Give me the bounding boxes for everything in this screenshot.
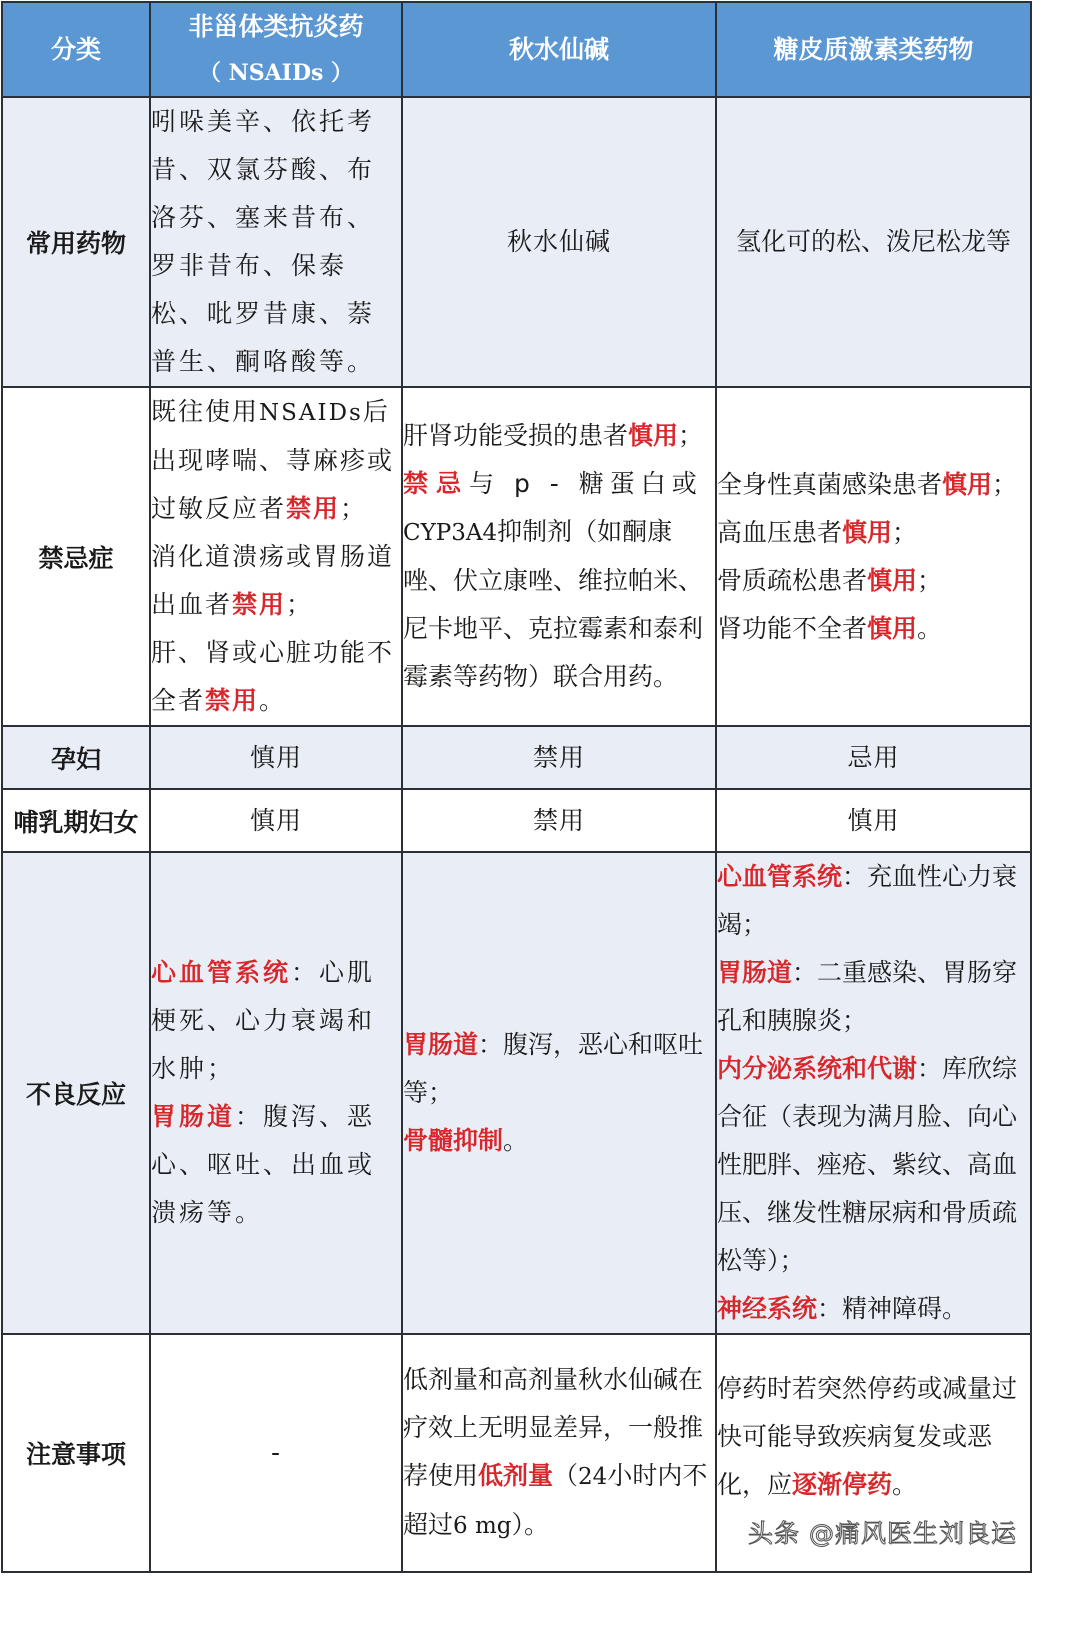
cell-adverse-nsaids	[150, 852, 402, 1334]
text: ：心肌梗死、心力衰竭和水肿；	[151, 958, 376, 1083]
header-colchicine	[402, 2, 716, 97]
text: 肝、肾或心脏功能不全者	[151, 638, 395, 715]
highlight-prohibited: 禁用	[232, 590, 287, 619]
header-category	[2, 2, 150, 97]
header-row	[2, 2, 1031, 97]
row-label-precautions: 注意事项	[2, 1334, 150, 1572]
header-nsaids-sub: （ NSAIDs ）	[198, 59, 354, 86]
text: ；	[340, 494, 368, 523]
text: ：库欣综合征（表现为满月脸、向心性肥胖、痤疮、紫纹、高血压、继发性糖尿病和骨质疏松等）；	[717, 1054, 1018, 1275]
cell-common-drugs-colchicine: 秋水仙碱	[402, 97, 716, 387]
text: ：精神障碍。	[817, 1294, 968, 1323]
highlight-system: 内分泌系统和代谢	[717, 1054, 918, 1083]
cell-contraindications-nsaids	[150, 387, 402, 726]
header-category-label: 分类	[50, 34, 101, 64]
highlight-low-dose: 低剂量	[478, 1461, 554, 1490]
text: 。	[892, 1470, 918, 1499]
highlight-system: 骨髓抑制	[403, 1126, 504, 1155]
text: ；	[678, 421, 704, 450]
highlight-system: 胃肠道	[151, 1102, 236, 1131]
cell-adverse-colchicine	[402, 852, 716, 1334]
highlight-caution: 慎用	[867, 613, 918, 643]
text: 。	[503, 1126, 529, 1155]
cell-pregnant-colchicine: 禁用	[402, 726, 716, 789]
row-lactating	[2, 789, 1031, 852]
text: 与 p - 糖蛋白或	[469, 469, 703, 498]
text: 全身性真菌感染患者	[717, 469, 943, 499]
cell-pregnant-glucocorticoid: 忌用	[716, 726, 1031, 789]
text: ：腹泻、恶心、呕吐、出血或溃疡等。	[151, 1102, 376, 1227]
highlight-caution: 慎用	[942, 469, 993, 499]
highlight-caution: 慎用	[867, 565, 918, 595]
highlight-prohibited: 禁用	[205, 686, 260, 715]
text: 小时内不超过	[403, 1461, 708, 1539]
text: ；	[892, 517, 918, 547]
text: ；	[992, 469, 1018, 499]
row-label-pregnant: 孕妇	[2, 726, 150, 789]
cell-common-drugs-nsaids: 吲哚美辛、依托考昔、双氯芬酸、布洛芬、塞来昔布、罗非昔布、保泰松、吡罗昔康、萘普生、酮咯酸等。	[150, 97, 402, 387]
cell-lactating-nsaids: 慎用	[150, 789, 402, 852]
text: 低剂量和高剂量秋水仙碱在疗效上无明显差异，一般推荐使用	[403, 1365, 704, 1490]
highlight-taper: 逐渐停药	[792, 1470, 893, 1499]
row-contraindications	[2, 387, 1031, 726]
text: 后出现哮喘、荨麻疹或过敏反应者	[151, 397, 395, 523]
cell-contraindications-glucocorticoid	[716, 387, 1031, 726]
highlight-prohibited: 禁用	[286, 494, 341, 523]
header-colchicine-label: 秋水仙碱	[508, 34, 609, 64]
highlight-system: 胃肠道	[717, 958, 793, 987]
text: ；	[917, 565, 943, 595]
row-adverse-reactions	[2, 852, 1031, 1334]
text: ）。	[511, 1510, 550, 1539]
header-glucocorticoid-label: 糖皮质激素类药物	[773, 34, 974, 64]
highlight-contraindicated: 禁忌	[403, 469, 470, 498]
row-label-lactating: 哺乳期妇女	[2, 789, 150, 852]
text-serif: CYP3A4	[403, 520, 498, 546]
text: ：充血性心力衰竭；	[717, 862, 1018, 939]
text: 肾功能不全者	[717, 613, 868, 643]
text: 肝肾功能受损的患者	[403, 421, 629, 450]
text: 既往使用	[151, 397, 260, 426]
highlight-caution: 慎用	[628, 421, 679, 450]
text: 消化道溃疡或胃肠道出血者	[151, 542, 395, 619]
cell-pregnant-nsaids: 慎用	[150, 726, 402, 789]
drug-comparison-table	[1, 1, 1032, 1573]
header-glucocorticoid	[716, 2, 1031, 97]
text: （	[553, 1461, 579, 1490]
cell-precautions-colchicine	[402, 1334, 716, 1572]
cell-precautions-nsaids: -	[150, 1334, 402, 1572]
header-nsaids-title: 非甾体类抗炎药	[188, 11, 364, 41]
text: 骨质疏松患者	[717, 565, 868, 595]
row-common-drugs	[2, 97, 1031, 387]
watermark: 头条 @痛风医生刘良运	[748, 1519, 1017, 1548]
text-serif: NSAIDs	[259, 400, 363, 426]
cell-contraindications-colchicine	[402, 387, 716, 726]
highlight-system: 心血管系统	[151, 958, 292, 987]
text-serif: 6 mg	[453, 1513, 512, 1539]
row-pregnant	[2, 726, 1031, 789]
text: 抑制剂（如酮康唑、伏立康唑、维拉帕米、尼卡地平、克拉霉素和泰利霉素等药物）联合用药。	[403, 517, 704, 691]
text: ：腹泻，恶心和呕吐等；	[403, 1030, 704, 1107]
cell-lactating-colchicine: 禁用	[402, 789, 716, 852]
highlight-system: 心血管系统	[717, 862, 843, 891]
row-label-contraindications: 禁忌症	[2, 387, 150, 726]
row-label-common-drugs: 常用药物	[2, 97, 150, 387]
text: 高血压患者	[717, 517, 843, 547]
highlight-system: 胃肠道	[403, 1030, 479, 1059]
text: ：二重感染、胃肠穿孔和胰腺炎；	[717, 958, 1018, 1035]
cell-adverse-glucocorticoid	[716, 852, 1031, 1334]
row-label-adverse-reactions: 不良反应	[2, 852, 150, 1334]
cell-common-drugs-glucocorticoid: 氢化可的松、泼尼松龙等	[716, 97, 1031, 387]
text: 。	[917, 613, 943, 643]
text: 停药时若突然停药或减量过快可能导致疾病复发或恶化，应	[717, 1374, 1018, 1499]
text-serif: 24	[578, 1464, 608, 1490]
text: ；	[286, 590, 314, 619]
highlight-caution: 慎用	[842, 517, 893, 547]
header-nsaids	[150, 2, 402, 97]
cell-lactating-glucocorticoid: 慎用	[716, 789, 1031, 852]
text: 。	[259, 686, 287, 715]
highlight-system: 神经系统	[717, 1294, 818, 1323]
